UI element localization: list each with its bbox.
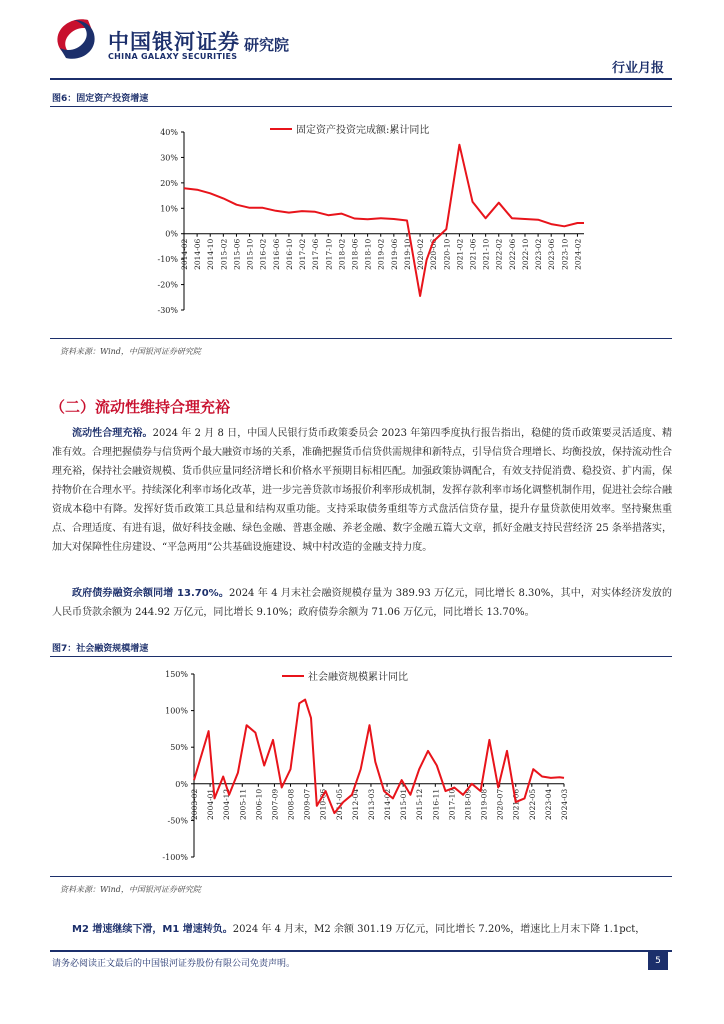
x-tick-label: 2018-02 — [337, 238, 347, 270]
social-financing-chart — [140, 662, 580, 872]
x-tick-label: 2021-02 — [455, 238, 465, 270]
series-layer — [194, 700, 564, 814]
paragraph-gov-bonds-text: 2024 年 4 月末社会融资规模存量为 389.93 万亿元，同比增长 8.30%，其中，对实体经济发放的人民币贷款余额为 244.92 万亿元，同比增长 9.10%；政府债券余额为 71.06 万亿元，同比增长 13.70%。 — [52, 588, 672, 618]
x-tick-label: 2015-10 — [245, 238, 255, 270]
x-tick-label: 2016-02 — [258, 238, 268, 270]
x-tick-label: 2018-10 — [363, 238, 373, 270]
paragraph-liquidity-text: 2024 年 2 月 8 日，中国人民银行货币政策委员会 2023 年第四季度执行报告指出，稳健的货币政策要灵活适度、精准有效。合理把握债券与信贷两个最大融资市场的关系，准确把握货币信贷供需规律和新特点，引导信贷合理增长、均衡投放，保持流动性合理充裕，保持社会融资规模、货币供应量同经济增长和价格水平预期目标相匹配。加强政策协调配合，有效支持促消费、稳投资、扩内需，保持物价在合理水平。持续深化利率市场化改革，进一步完善贷款市场报价利率形成机制，发挥存款利率市场化调整机制作用，促进社会综合融资成本稳中有降。发挥好货币政策工具总量和结构双重功能。支持采取债务重组等方式盘活信贷存量，提升存量贷款使用效率。坚持聚焦重点、合理适度、有进有退，做好科技金融、绿色金融、普惠金融、养老金融、数字金融五篇大文章，抓好金融支持民营经济 25 条举措落实，加大对保障性住房建设、“平急两用”公共基础设施建设、城中村改造的金融支持力度。 — [52, 428, 673, 553]
x-tick-label: 2015-12 — [415, 788, 425, 820]
paragraph-gov-bonds — [52, 584, 672, 622]
y-tick-label: 20% — [160, 178, 178, 188]
x-tick-label: 2022-06 — [507, 238, 517, 270]
legend — [282, 670, 408, 683]
series-layer — [184, 145, 584, 296]
header-rule — [50, 78, 672, 80]
y-tick-label: 30% — [160, 153, 178, 163]
x-tick-label: 2010-06 — [318, 788, 328, 820]
x-axis — [180, 234, 584, 270]
x-tick-label: 2014-02 — [180, 238, 189, 270]
x-tick-label: 2016-10 — [284, 238, 294, 270]
company-name-en: CHINA GALAXY SECURITIES — [108, 52, 238, 61]
paragraph-m2 — [52, 920, 672, 939]
figure7-title: 图7：社会融资规模增速 — [52, 644, 149, 654]
x-tick-label: 2020-06 — [429, 238, 439, 270]
x-tick-label: 2017-10 — [324, 238, 334, 270]
x-tick-label: 2022-05 — [527, 788, 537, 820]
x-tick-label: 2021-06 — [511, 788, 521, 820]
x-tick-label: 2014-06 — [193, 238, 203, 270]
x-tick-label: 2006-10 — [254, 788, 264, 820]
y-tick-label: 150% — [165, 670, 188, 679]
page-number: 5 — [648, 952, 668, 970]
figure6-source: 资料来源：Wind，中国银河证券研究院 — [60, 347, 201, 356]
series-line — [194, 700, 564, 814]
section-heading: （二）流动性维持合理充裕 — [50, 398, 231, 416]
figure7-source: 资料来源：Wind，中国银河证券研究院 — [60, 885, 201, 894]
x-tick-label: 2018-06 — [350, 238, 360, 270]
y-tick-label: 100% — [165, 706, 188, 716]
legend — [270, 123, 429, 136]
report-type: 行业月报 — [612, 61, 665, 76]
x-tick-label: 2020-07 — [495, 788, 505, 820]
y-tick-label: 0% — [165, 229, 178, 239]
x-tick-label: 2023-10 — [560, 238, 570, 270]
x-tick-label: 2017-02 — [298, 238, 308, 270]
x-tick-label: 2024-02 — [573, 238, 583, 270]
x-tick-label: 2008-08 — [286, 788, 296, 820]
y-tick-label: 10% — [160, 204, 178, 214]
y-tick-label: 0% — [175, 779, 188, 789]
x-tick-label: 2004-01 — [206, 788, 216, 820]
y-tick-label: -10% — [157, 255, 178, 265]
x-tick-label: 2013-03 — [366, 788, 376, 820]
legend-label: 固定资产投资完成额:累计同比 — [296, 125, 430, 136]
department-name: 研究院 — [244, 36, 290, 54]
x-tick-label: 2021-06 — [468, 238, 478, 270]
fixed-asset-investment-chart — [140, 110, 600, 330]
x-tick-label: 2023-04 — [543, 788, 553, 820]
company-name-cn: 中国银河证券 — [108, 30, 240, 54]
paragraph-m2-lead: M2 增速继续下滑，M1 增速转负。 — [72, 924, 233, 935]
y-tick-label: -30% — [157, 306, 178, 315]
x-tick-label: 2020-10 — [442, 238, 452, 270]
x-tick-label: 2019-06 — [389, 238, 399, 270]
y-axis — [158, 128, 184, 315]
x-tick-label: 2011-05 — [334, 788, 344, 820]
x-tick-label: 2015-01 — [399, 788, 409, 820]
x-tick-label: 2020-02 — [416, 238, 426, 270]
x-tick-label: 2012-04 — [350, 788, 360, 820]
x-tick-label: 2019-02 — [376, 238, 386, 270]
footer-disclaimer: 请务必阅读正文最后的中国银河证券股份有限公司免责声明。 — [52, 959, 296, 969]
x-tick-label: 2005-11 — [238, 788, 248, 820]
y-axis — [162, 670, 194, 862]
x-tick-label: 2019-08 — [479, 788, 489, 820]
series-line — [184, 145, 584, 296]
x-tick-label: 2018-09 — [463, 788, 473, 820]
x-tick-label: 2019-10 — [402, 238, 412, 270]
y-tick-label: -100% — [162, 853, 188, 862]
figure6-title: 图6：固定资产投资增速 — [52, 94, 149, 104]
paragraph-liquidity — [52, 424, 672, 557]
x-tick-label: 2014-10 — [206, 238, 216, 270]
x-tick-label: 2015-06 — [232, 238, 242, 270]
figure7-bottom-rule — [50, 876, 672, 877]
y-tick-label: 40% — [160, 128, 178, 137]
logo — [48, 14, 104, 64]
legend-label: 社会融资规模累计同比 — [308, 672, 408, 683]
paragraph-liquidity-lead: 流动性合理充裕。 — [72, 428, 153, 439]
x-tick-label: 2023-06 — [547, 238, 557, 270]
x-tick-label: 2007-09 — [270, 788, 280, 820]
paragraph-gov-bonds-lead: 政府债券融资余额同增 13.70%。 — [72, 588, 229, 599]
y-tick-label: -20% — [157, 280, 178, 290]
y-tick-label: 50% — [170, 743, 188, 753]
x-tick-label: 2004-12 — [222, 788, 232, 820]
x-tick-label: 2021-10 — [481, 238, 491, 270]
x-tick-label: 2017-10 — [447, 788, 457, 820]
x-axis — [190, 784, 569, 820]
x-tick-label: 2016-11 — [431, 788, 441, 820]
x-tick-label: 2014-02 — [383, 788, 393, 820]
figure6-title-rule — [50, 106, 672, 107]
footer-rule — [50, 950, 672, 952]
galaxy-logo-icon — [48, 14, 104, 64]
x-tick-label: 2003-02 — [190, 788, 199, 820]
x-tick-label: 2015-02 — [219, 238, 229, 270]
x-tick-label: 2017-06 — [311, 238, 321, 270]
x-tick-label: 2022-10 — [520, 238, 530, 270]
figure7-title-rule — [50, 656, 672, 657]
x-tick-label: 2022-02 — [494, 238, 504, 270]
x-tick-label: 2023-02 — [534, 238, 544, 270]
paragraph-m2-text: 2024 年 4 月末，M2 余额 301.19 万亿元，同比增长 7.20%，增速比上月末下降 1.1pct， — [232, 924, 646, 935]
x-tick-label: 2024-03 — [560, 788, 569, 820]
x-tick-label: 2016-06 — [271, 238, 281, 270]
y-tick-label: -50% — [167, 816, 188, 826]
figure6-bottom-rule — [50, 338, 672, 339]
x-tick-label: 2009-07 — [302, 788, 312, 820]
